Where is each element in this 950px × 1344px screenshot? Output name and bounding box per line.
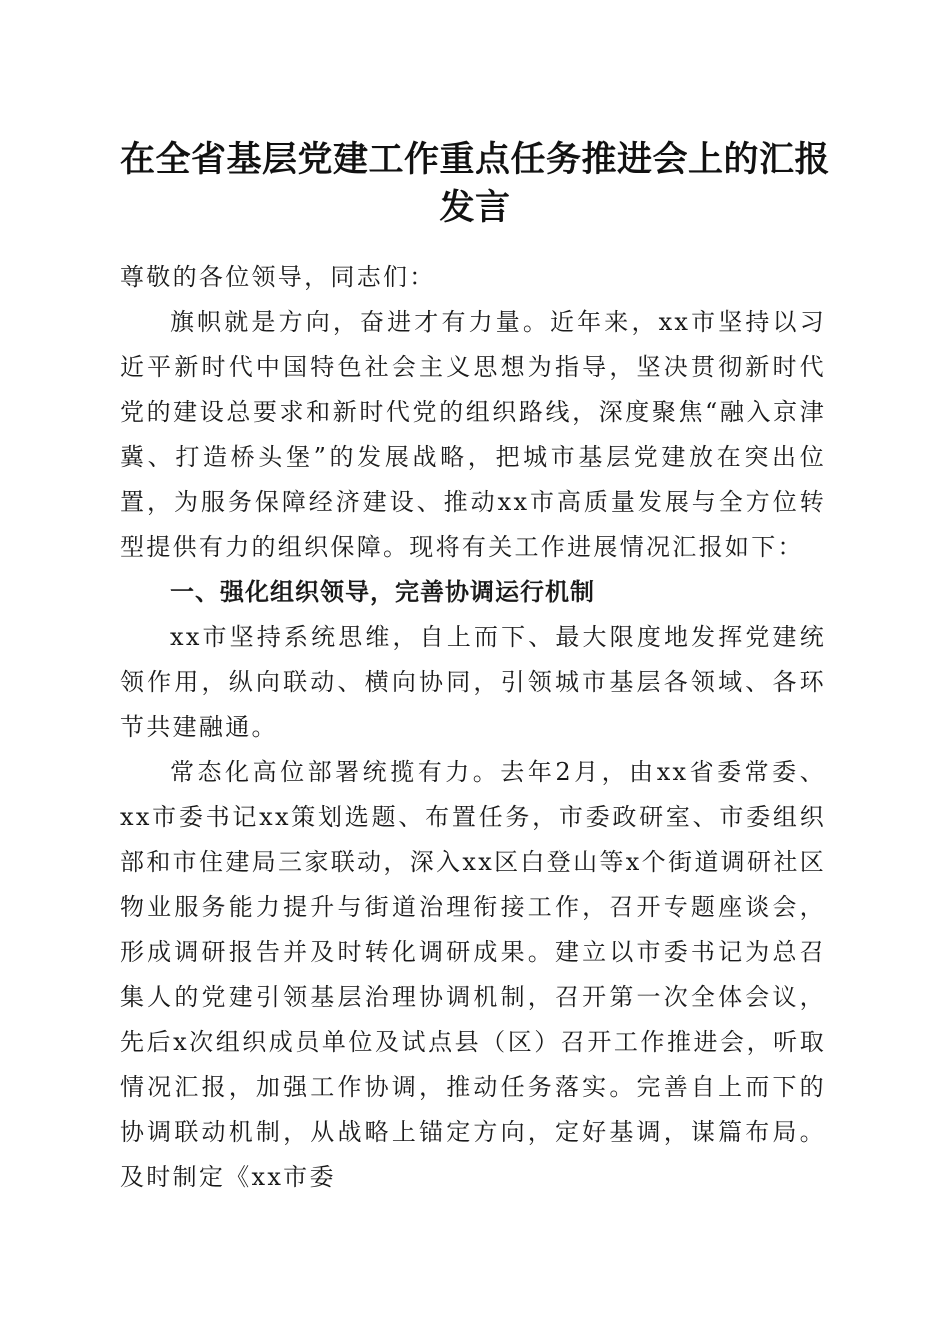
paragraph-section1-detail: 常态化高位部署统揽有力。去年2月，由xx省委常委、xx市委书记xx策划选题、布置任务，市委政研室、市委组织部和市住建局三家联动，深入xx区白登山等x个街道调研社区物业服务能力提升与街道治理衔接工作，召开专题座谈会，形成调研报告并及时转化调研成果。建立以市委书记为总召集人的党建引领基层治理协调机制，召开第一次全体会议，先后x次组织成员单位及试点县（区）召开工作推进会，听取情况汇报，加强工作协调，推动任务落实。完善自上而下的协调联动机制，从战略上锚定方向，定好基调，谋篇布局。及时制定《xx市委 — [120, 758, 826, 1191]
title-line-2: 发言 — [439, 187, 511, 228]
salutation: 尊敬的各位领导，同志们： — [120, 263, 436, 291]
paragraph-section1-summary: xx市坚持系统思维，自上而下、最大限度地发挥党建统领作用，纵向联动、横向协同，引领城市基层各领域、各环节共建融通。 — [120, 623, 826, 741]
document-body — [120, 255, 826, 1200]
section-heading-1: 一、强化组织领导，完善协调运行机制 — [170, 578, 595, 606]
paragraph-intro: 旗帜就是方向，奋进才有力量。近年来，xx市坚持以习近平新时代中国特色社会主义思想为指导，坚决贯彻新时代党的建设总要求和新时代党的组织路线，深度聚焦“融入京津冀、打造桥头堡”的发展战略，把城市基层党建放在突出位置，为服务保障经济建设、推动xx市高质量发展与全方位转型提供有力的组织保障。现将有关工作进展情况汇报如下： — [120, 308, 826, 561]
title-line-1: 在全省基层党建工作重点任务推进会上的汇报 — [119, 139, 830, 180]
document-title — [110, 136, 840, 232]
